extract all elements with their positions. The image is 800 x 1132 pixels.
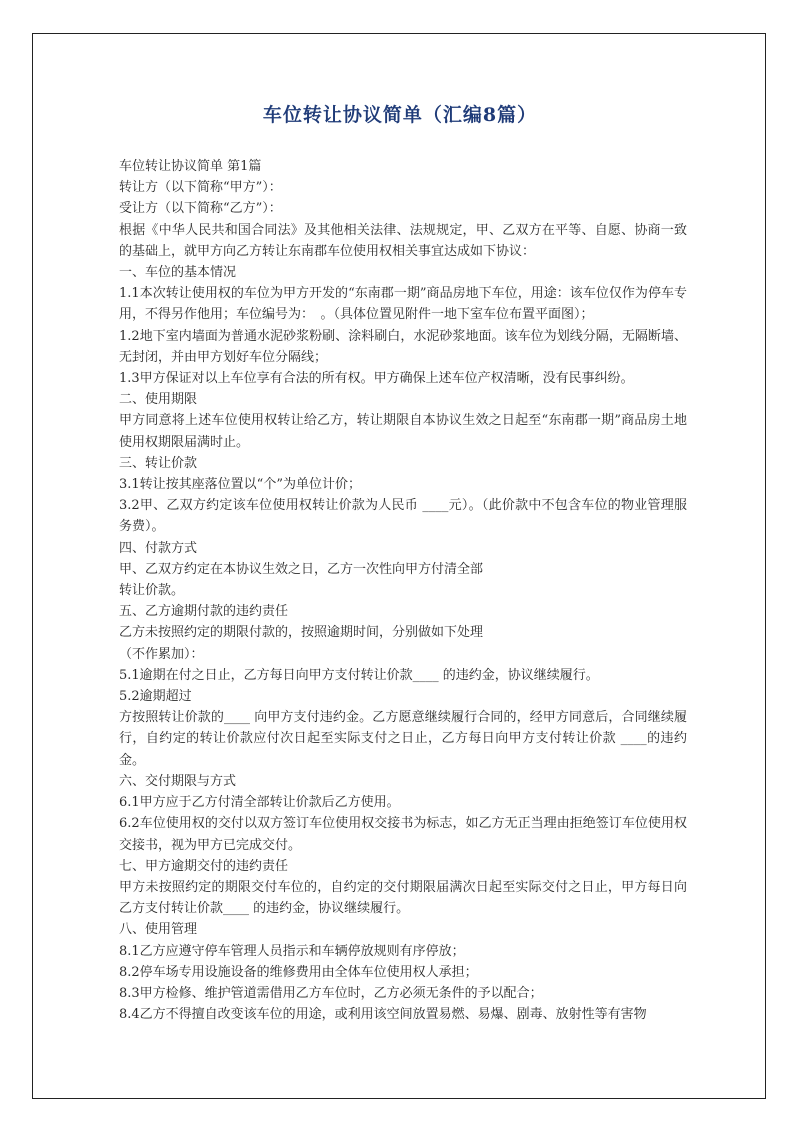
clause-5-2: 5.2逾期超过 (119, 689, 192, 705)
clause-5-2-detail: 方按照转让价款的____ 向甲方支付违约金。乙方愿意继续履行合同的，经甲方同意后，合同继续履行，自约定的转让价款应付次日起至实际支付之日止，乙方每日向甲方支付转让价款 ____的违约金。 (119, 710, 687, 768)
section-heading-8: 八、使用管理 (119, 922, 198, 938)
paragraph-subtitle: 车位转让协议简单 第1篇 (119, 159, 262, 174)
clause-1-3: 1.3甲方保证对以上车位享有合法的所有权。甲方确保上述车位产权清晰，没有民事纠纷。 (119, 371, 634, 387)
paragraph-late-delivery: 甲方未按照约定的期限交付车位的，自约定的交付期限届满次日起至实际交付之日止，甲方每日向乙方支付转让价款____ 的违约金，协议继续履行。 (119, 879, 687, 917)
paragraph-transferee: 受让方（以下简称“乙方”）： (119, 201, 282, 217)
section-heading-6: 六、交付期限与方式 (119, 773, 237, 789)
clause-6-2: 6.2车位使用权的交付以双方签订车位使用权交接书为标志，如乙方无正当理由拒绝签订车位使用权交接书，视为甲方已完成交付。 (119, 816, 687, 853)
clause-1-1: 1.1本次转让使用权的车位为甲方开发的“东南郡一期”商品房地下车位，用途：该车位仅作为停车专用，不得另作他用；车位编号为： 。（具体位置见附件一地下室车位布置平面图）； (119, 286, 687, 323)
document-body (119, 156, 687, 1025)
section-heading-5: 五、乙方逾期付款的违约责任 (119, 604, 289, 620)
section-heading-3: 三、转让价款 (119, 455, 198, 471)
clause-3-2: 3.2甲、乙双方约定该车位使用权转让价款为人民币 ____元）。（此价款中不包含车位的物业管理服务费）。 (119, 498, 687, 535)
section-heading-7: 七、甲方逾期交付的违约责任 (119, 858, 289, 874)
section-heading-2: 二、使用期限 (119, 392, 198, 408)
clause-8-4: 8.4乙方不得擅自改变该车位的用途，或利用该空间放置易燃、易爆、剧毒、放射性等有害物 (119, 1007, 647, 1023)
clause-8-2: 8.2停车场专用设施设备的维修费用由全体车位使用权人承担； (119, 964, 478, 980)
paragraph-late-payment: 乙方未按照约定的期限付款的，按照逾期时间，分别做如下处理 (119, 625, 484, 641)
document-title: 车位转让协议简单（汇编8篇） (262, 104, 538, 126)
clause-3-1: 3.1转让按其座落位置以“个”为单位计价； (119, 477, 361, 493)
section-heading-1: 一、车位的基本情况 (119, 265, 237, 281)
clause-8-1: 8.1乙方应遵守停车管理人员指示和车辆停放规则有序停放； (119, 943, 465, 959)
paragraph-payment: 甲、乙双方约定在本协议生效之日，乙方一次性向甲方付清全部 (119, 561, 484, 577)
paragraph-term: 甲方同意将上述车位使用权转让给乙方，转让期限自本协议生效之日起至“东南郡一期”商品房土地使用权期限届满时止。 (119, 413, 687, 450)
section-heading-4: 四、付款方式 (119, 540, 198, 556)
clause-1-2: 1.2地下室内墙面为普通水泥砂浆粉刷、涂料刷白，水泥砂浆地面。该车位为划线分隔，无隔断墙、无封闭，并由甲方划好车位分隔线； (119, 328, 687, 365)
clause-5-1: 5.1逾期在付之日止，乙方每日向甲方支付转让价款____ 的违约金，协议继续履行。 (119, 667, 599, 683)
clause-6-1: 6.1甲方应于乙方付清全部转让价款后乙方使用。 (119, 795, 400, 811)
paragraph-payment-cont: 转让价款。 (119, 583, 185, 599)
paragraph-transferor: 转让方（以下简称“甲方”）： (119, 180, 282, 196)
clause-8-3: 8.3甲方检修、维护管道需借用乙方车位时，乙方必须无条件的予以配合； (119, 985, 543, 1001)
paragraph-late-payment-note: （不作累加）： (119, 646, 204, 662)
paragraph-preamble: 根据《中华人民共和国合同法》及其他相关法律、法规规定，甲、乙双方在平等、自愿、协商一致的基础上，就甲方向乙方转让东南郡车位使用权相关事宜达成如下协议： (119, 222, 687, 259)
